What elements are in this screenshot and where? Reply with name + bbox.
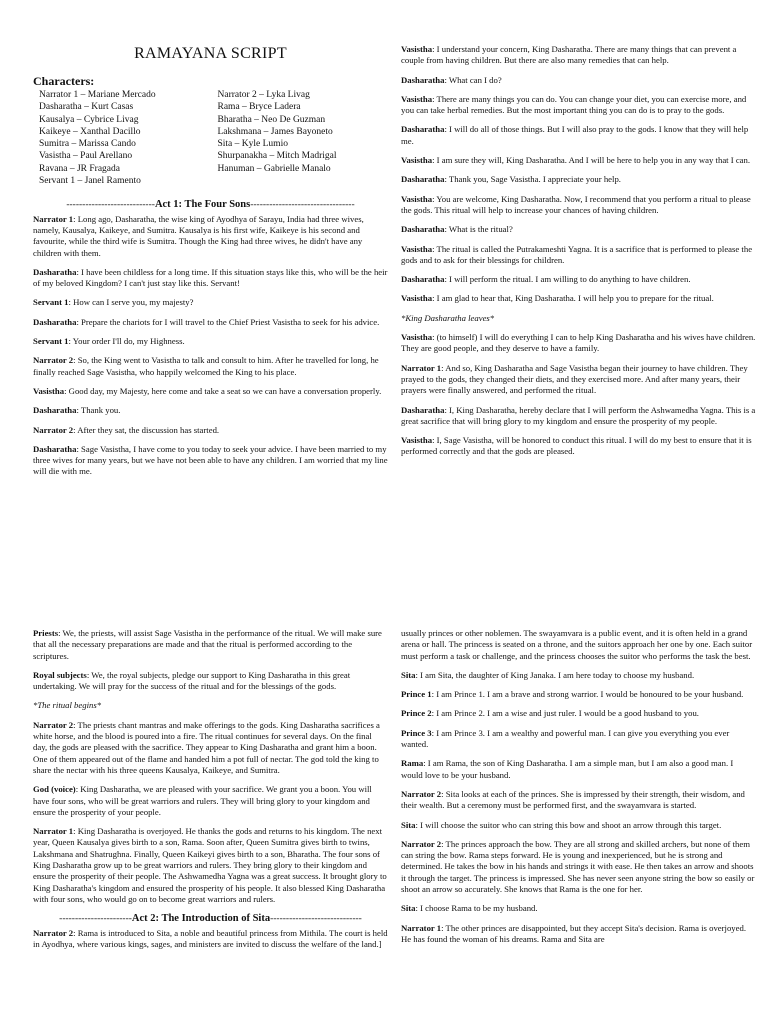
dialogue-line [33,267,388,290]
dialogue-line [33,928,388,951]
speaker-name: Vasistha [401,332,433,343]
cast-entry: Sumitra – Marissa Cando [39,139,136,150]
column-bottom-left [33,628,388,958]
dialogue-line [33,386,388,397]
dialogue-text: : What is the ritual? [444,224,513,235]
speaker-name: Vasistha [401,93,433,104]
dialogue-line [401,155,756,166]
act-divider-left: ---------------------------- [66,200,155,211]
act-divider-left: ----------------------- [59,914,132,925]
speaker-name: Dasharatha [33,266,77,277]
dialogue-text: : Sage Vasistha, I have come to you today to seek your advice. I have been married to my three wives for many years, but we have not been able to have any children. I am worried that my line will die with me. [33,443,388,477]
speaker-name: Prince 1 [401,689,432,700]
dialogue-line [401,44,756,67]
dialogue-line [401,708,756,719]
dialogue-text: : I have been childless for a long time. If this situation stays like this, who will be the heir of my beloved Kingdom? I can't just stay like this. Servant! [33,266,388,289]
dialogue-text: : The ritual is called the Putrakameshti Yagna. It is a sacrifice that is performed to please the gods and to ask for their blessings for children. [401,243,753,265]
stage-direction-text: *The ritual begins* [33,700,102,711]
dialogue-line [33,425,388,436]
dialogue-line [33,214,388,259]
speaker-name: Servant 1 [33,297,69,308]
dialogue-line [33,784,388,818]
characters-heading: Characters: [33,74,95,88]
dialogue-line [401,332,756,355]
dialogue-line [33,336,388,347]
dialogue-text: : We, the royal subjects, pledge our support to King Dasharatha in this great undertaking. We will pray for the success of the ritual and for the blessings of the gods. [33,669,351,692]
dialogue-text: : So, the King went to Vasistha to talk and consult to him. After he travelled for long, he finally reached Sage Vasistha, who happily welcomed the King to his place. [33,355,379,377]
dialogue-text: : I will do all of those things. But I will also pray to the gods. I know that they will help me. [401,124,749,146]
dialogue-line [401,363,756,397]
act-1-heading [33,199,388,211]
speaker-name: Servant 1 [33,336,69,347]
speaker-name: Narrator 2 [33,927,74,938]
speaker-name: Vasistha [401,44,433,54]
cast-entry: Servant 1 – Janel Ramento [39,176,141,187]
dialogue-text: : The priests chant mantras and make offerings to the gods. King Dasharatha sacrifices a white horse, and the blood is poured into a fire. The ritual continues for several days. On the final day, the gods are pleased with the sacrifice. They appear to King Dasharatha and grant him a boon. One of them appeared out of the flame and handed him a pot full of nectar. The god told the king to share the nectar with his three queens Kausalya, Kaikeye, and Sumitra. [33,719,380,775]
dialogue-line [401,174,756,185]
stage-direction [33,700,388,711]
dialogue-text: : I am glad to hear that, King Dasharatha. I will help you to prepare for the ritual. [432,293,714,304]
dialogue-line [401,435,756,458]
cast-list-right [210,89,389,187]
speaker-name: Dasharatha [401,404,445,415]
speaker-name: Prince 3 [401,727,432,738]
cast-entry: Rama – Bryce Ladera [217,102,301,113]
dialogue-text: : The other princes are disappointed, but they accept Sita's decision. Rama is overjoyed. He has found the woman of his dreams. Rama and Sita are [401,922,747,944]
dialogue-text: : We, the priests, will assist Sage Vasistha in the performance of the ritual. We will make sure that all the necessary preparations are made and that the ritual is performed according to the scriptures. [33,628,382,661]
speaker-name: Narrator 2 [401,788,442,799]
column-top-right [401,44,756,466]
speaker-name: Dasharatha [33,316,77,327]
dialogue-text: : Rama is introduced to Sita, a noble and beautiful princess from Mithila. The court is held in Ayodhya, where various kings, sages, and ministers are invited to discuss the welfare of the land.] [33,927,388,949]
speaker-name: Narrator 1 [33,213,74,224]
dialogue-column-3 [33,628,388,950]
dialogue-line [401,124,756,147]
speaker-name: Narrator 1 [401,922,442,933]
dialogue-text: : After they sat, the discussion has started. [73,424,220,435]
dialogue-text: : I am Prince 2. I am a wise and just ruler. I would be a good husband to you. [431,708,699,719]
dialogue-line [33,317,388,328]
dialogue-line [401,405,756,428]
cast-entry: Sita – Kyle Lumio [217,139,288,150]
cast-entry: Bharatha – Neo De Guzman [217,114,326,125]
dialogue-line [33,670,388,693]
cast-entry: Hanuman – Gabrielle Manalo [217,163,331,174]
cast-entry: Vasistha – Paul Arellano [39,151,133,162]
dialogue-line [401,839,756,895]
speaker-name: Vasistha [401,293,433,304]
speaker-name: Sita [401,819,416,830]
cast-entry: Lakshmana – James Bayoneto [217,126,333,137]
dialogue-line [401,274,756,285]
column-bottom-right [401,628,756,953]
dialogue-text: : I choose Rama to be my husband. [415,903,538,914]
dialogue-text: : How can I serve you, my majesty? [68,297,194,308]
dialogue-text: : I will perform the ritual. I am willing to do anything to have children. [444,274,691,285]
dialogue-line [401,923,756,946]
column-top-left [33,37,388,486]
cast-entry: Dasharatha – Kurt Casas [39,102,134,113]
cast-list [33,89,388,187]
dialogue-line [401,758,756,781]
cast-entry: Ravana – JR Fragada [39,163,120,174]
dialogue-text: : Thank you. [76,405,121,416]
cast-entry: Narrator 2 – Lyka Livag [217,90,310,100]
dialogue-text: : King Dasharatha is overjoyed. He thanks the gods and returns to his kingdom. The next year, Queen Kausalya gives birth to a son, Rama. Soon after, Queen Sumitra gives birth to twins, Lakshmana and Shatrughna. Finally, Queen Kaikeyi gives birth to a son, Bharatha. The four sons of King Dasharatha grow up to be great warriors and rulers. They bring glory to their kingdom and ensure the prosperity of their people. The Ashwamedha Yagna was a great success. It brought glory to King Dasharatha's kingdom and ensured the prosperity of his people. It also blessed King Dasharatha with four sons, who would go on to become great warriors and rulers. [33,826,387,904]
dialogue-text: : I am Sita, the daughter of King Janaka. I am here today to choose my husband. [415,669,695,680]
speaker-name: Vasistha [401,193,433,204]
dialogue-line [33,826,388,905]
dialogue-column-4 [401,628,756,945]
dialogue-text: : King Dasharatha, we are pleased with your sacrifice. We grant you a boon. You will have four sons, who will be great warriors and rulers. They will bring glory to your kingdom and ensure the prosperity of your people. [33,784,372,817]
speaker-name: Royal subjects [33,669,87,680]
cast-entry: Kaikeye – Xanthal Dacillo [39,126,141,137]
speaker-name: Sita [401,903,416,914]
dialogue-text: : The princes approach the bow. They are all strong and skilled archers, but none of them can string the bow. Rama steps forward. He is young and inexperienced, but he is strong and determined. He takes the bow in his hands and strings it with ease. He then takes an arrow and shoots it through the target. The princess is impressed. She has never seen anyone string the bow so easily or shoot an arrow so accurately. She knows that Rama is the one for her. [401,838,755,895]
dialogue-text: : And so, King Dasharatha and Sage Vasistha began their journey to have children. They prayed to the gods, they changed their diets, and they exercised more. And after many years, their prayers were finally answered, and performed the ritual. [401,362,748,396]
dialogue-line [401,75,756,86]
dialogue-text: : Thank you, Sage Vasistha. I appreciate your help. [444,174,621,185]
act-1-title: Act 1: The Four Sons [154,199,251,211]
dialogue-line [33,355,388,378]
dialogue-line [33,297,388,308]
speaker-name: Narrator 2 [33,719,74,730]
dialogue-text: : I will choose the suitor who can string this bow and shoot an arrow through this target. [415,819,722,830]
dialogue-text: : Your order I'll do, my Highness. [68,336,185,347]
speaker-name: Priests [33,628,59,638]
speaker-name: Rama [401,758,424,769]
speaker-name: Narrator 1 [33,826,74,837]
dialogue-text: usually princes or other noblemen. The swayamvara is a public event, and it is often held in a grand arena or hall. The princess is seated on a throne, and the suitors approach her one by one. Each suitor must perform a task or challenge, and the princess chooses the suitor who performs the task the best. [401,628,753,661]
dialogue-text: : Sita looks at each of the princes. She is impressed by their strength, their wisdom, and their wealth. But a ceremony must be performed first, and the swayamvara is started. [401,788,745,811]
speaker-name: Narrator 2 [33,355,74,366]
cast-entry: Kausalya – Cybrice Livag [39,114,139,125]
dialogue-text: : I, Sage Vasistha, will be honored to conduct this ritual. I will do my best to ensure that it is performed correctly and that the gods are pleased. [401,435,752,457]
act-divider-right: ----------------------------- [270,914,362,925]
dialogue-line [33,628,388,662]
dialogue-text: : There are many things you can do. You can change your diet, you can exercise more, and you can take herbal remedies. But the most important thing you can do is to pray to the gods. [401,93,747,116]
stage-direction [401,313,756,324]
dialogue-line [401,244,756,267]
dialogue-text: : You are welcome, King Dasharatha. Now, I recommend that you perform a ritual to please the gods. This ritual will help to increase your chances of having children. [401,193,751,215]
dialogue-text: : Prepare the chariots for I will travel to the Chief Priest Vasistha to seek for his advice. [76,316,380,327]
speaker-name: Dasharatha [33,443,77,454]
dialogue-column-2 [401,44,756,458]
dialogue-text: : I understand your concern, King Dasharatha. There are many things that can prevent a couple from having children. But there are also many remedies that can help. [401,44,737,66]
dialogue-line [401,789,756,812]
cast-entry: Narrator 1 – Mariane Mercado [39,90,156,100]
dialogue-line [33,720,388,776]
speaker-name: Dasharatha [401,124,445,135]
speaker-name: Dasharatha [33,405,77,416]
dialogue-line [401,628,756,662]
speaker-name: Vasistha [401,435,433,446]
speaker-name: Dasharatha [401,74,445,85]
dialogue-line [401,670,756,681]
act-divider-right: --------------------------------- [250,200,355,211]
dialogue-text: : What can I do? [444,74,502,85]
dialogue-line [401,820,756,831]
act-2-heading [33,913,388,925]
act-2-title: Act 2: The Introduction of Sita [131,913,271,925]
stage-direction-text: *King Dasharatha leaves* [401,312,495,323]
speaker-name: Dasharatha [401,174,445,185]
dialogue-line [401,728,756,751]
dialogue-line [33,405,388,416]
dialogue-text: : (to himself) I will do everything I can to help King Dasharatha and his wives have children. They are good people, and they deserve to have a family. [401,332,756,354]
speaker-name: Sita [401,669,416,680]
dialogue-text: : Long ago, Dasharatha, the wise king of Ayodhya of Sarayu, India had three wives, namely, Kausalya, Kaikeye, and Sumitra. Kausalya is his first wife, Kaikeye is his second and favourite, while the third wife is Sumitra. Though the King had three wives, he didn't have any children with them. [33,213,364,258]
dialogue-text: : I, King Dasharatha, hereby declare that I will perform the Ashwamedha Yagna. This is a great sacrifice that will bring glory to my kingdom and ensure the prosperity of my people. [401,404,756,426]
dialogue-line [401,903,756,914]
dialogue-line [401,224,756,235]
dialogue-line [401,194,756,217]
speaker-name: Vasistha [401,155,433,166]
speaker-name: God (voice) [33,784,76,795]
speaker-name: Prince 2 [401,708,432,719]
dialogue-text: : I am Prince 3. I am a wealthy and powerful man. I can give you everything you ever wanted. [401,727,730,750]
dialogue-line [33,444,388,478]
cast-entry: Shurpanakha – Mitch Madrigal [217,151,337,162]
cast-list-left [33,89,210,187]
speaker-name: Narrator 2 [401,838,442,849]
dialogue-text: : I am Prince 1. I am a brave and strong warrior. I would be honoured to be your husband. [431,689,744,700]
dialogue-line [401,94,756,117]
speaker-name: Narrator 2 [33,424,74,435]
speaker-name: Dasharatha [401,224,445,235]
page-title: RAMAYANA SCRIPT [134,45,287,62]
dialogue-column-1 [33,214,388,478]
dialogue-text: : Good day, my Majesty, here come and take a seat so we can have a conversation properly. [64,385,382,396]
speaker-name: Dasharatha [401,274,445,285]
dialogue-text: : I am sure they will, King Dasharatha. And I will be here to help you in any way that I can. [432,155,751,166]
dialogue-line [401,293,756,304]
speaker-name: Vasistha [401,243,433,254]
speaker-name: Vasistha [33,385,65,396]
speaker-name: Narrator 1 [401,362,442,373]
dialogue-line [401,689,756,700]
dialogue-text: : I am Rama, the son of King Dasharatha. I am a simple man, but I am also a good man. I would love to be your husband. [401,758,734,780]
